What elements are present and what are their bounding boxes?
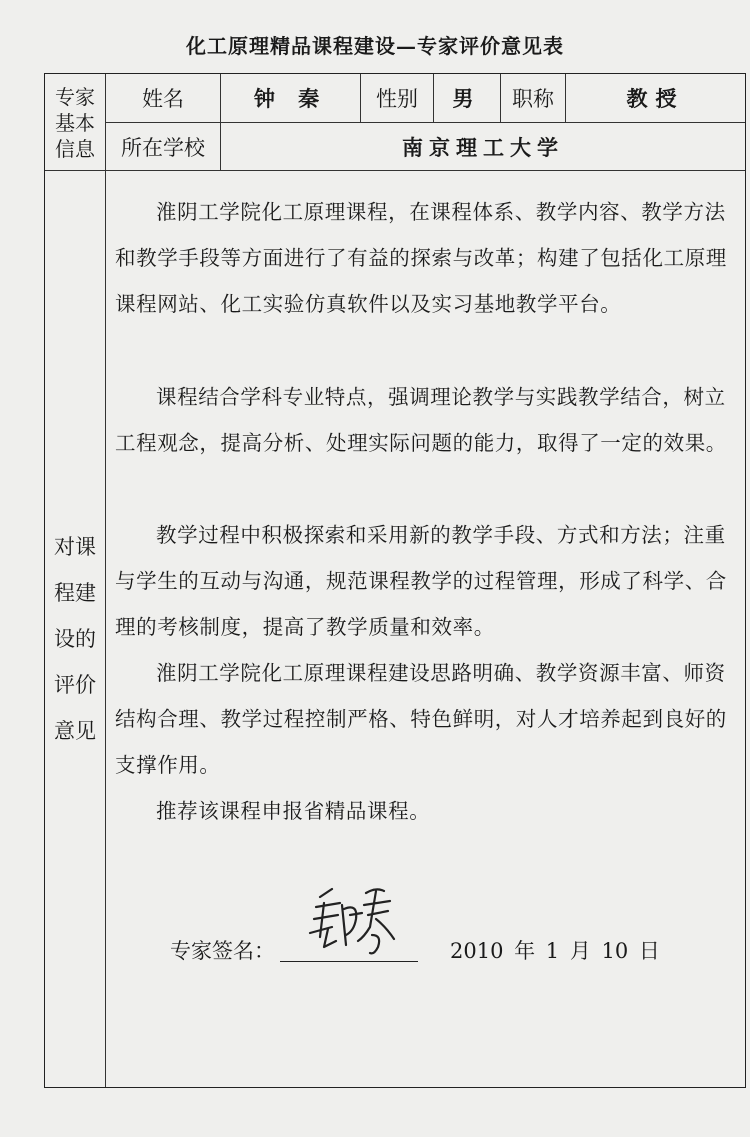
gender-value: 男 — [452, 86, 482, 111]
label-line: 程建 — [54, 581, 96, 605]
handwritten-signature — [280, 875, 420, 965]
name-value: 钟 秦 — [253, 86, 328, 111]
rank-value: 教授 — [626, 86, 685, 111]
gender-label: 性别 — [376, 87, 418, 111]
paragraph-text: 淮阴工学院化工原理课程，在课程体系、教学内容、教学方法和教学手段等方面进行了有益的探索与改革；构建了包括化工原理课程网站、化工实验仿真软件以及实习基地教学平台。 — [115, 200, 727, 316]
evaluation-side-label — [45, 524, 105, 754]
label-line: 专家 — [55, 84, 95, 109]
evaluation-paragraph-1 — [115, 189, 735, 327]
signature-row — [170, 935, 690, 975]
evaluation-paragraph-4 — [115, 650, 735, 788]
divider — [105, 74, 106, 1087]
expert-info-label — [45, 75, 105, 170]
document-title: 化工原理精品课程建设—专家评价意见表 — [186, 34, 564, 58]
evaluation-paragraph-5 — [115, 788, 735, 834]
label-line: 评价 — [54, 673, 96, 697]
signature-date: 2010 年 1 月 10 日 — [450, 939, 660, 963]
divider — [45, 170, 745, 171]
label-line: 意见 — [54, 719, 96, 743]
school-label: 所在学校 — [121, 135, 205, 160]
label-line: 基本 — [55, 110, 95, 135]
evaluation-paragraph-3 — [115, 512, 735, 650]
name-label: 姓名 — [142, 87, 184, 111]
label-line: 信息 — [55, 136, 95, 161]
paragraph-text: 淮阴工学院化工原理课程建设思路明确、教学资源丰富、师资结构合理、教学过程控制严格、特色鲜明，对人才培养起到良好的支撑作用。 — [115, 661, 727, 777]
evaluation-paragraph-2 — [115, 374, 735, 466]
label-line: 对课 — [54, 535, 96, 559]
paragraph-text: 教学过程中积极探索和采用新的教学手段、方式和方法；注重与学生的互动与沟通，规范课程教学的过程管理，形成了科学、合理的考核制度，提高了教学质量和效率。 — [115, 523, 727, 639]
school-value: 南京理工大学 — [402, 134, 564, 160]
rank-label: 职称 — [512, 87, 554, 111]
signature-label: 专家签名： — [170, 939, 275, 963]
label-line: 设的 — [54, 627, 96, 651]
signature-line — [280, 961, 418, 962]
paragraph-text: 课程结合学科专业特点，强调理论教学与实践教学结合，树立工程观念，提高分析、处理实际问题的能力，取得了一定的效果。 — [115, 385, 727, 455]
paragraph-text: 推荐该课程申报省精品课程。 — [156, 799, 431, 823]
